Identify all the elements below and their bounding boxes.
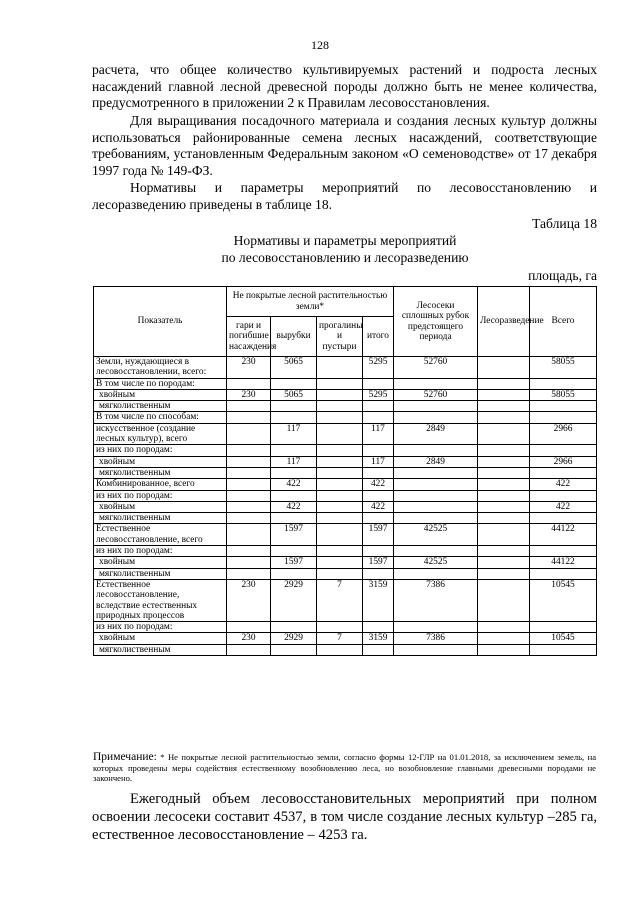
cell-cuttings [271, 445, 317, 456]
cell-total [530, 546, 597, 557]
cell-clearcut [394, 568, 478, 579]
table-row [94, 456, 597, 467]
cell-clearings: 7 [317, 579, 363, 621]
cell-clearcut: 52760 [394, 357, 478, 379]
cell-clearings [317, 423, 363, 445]
header-not-covered: Не покрытые лесной растительностью земли* [227, 287, 394, 317]
cell-cuttings: 422 [271, 479, 317, 490]
row-label: В том числе по породам: [94, 378, 227, 389]
row-label: мягколиственным [94, 401, 227, 412]
cell-clearings: 7 [317, 633, 363, 644]
cell-clearings [317, 524, 363, 546]
cell-cuttings [271, 412, 317, 423]
cell-afforestation [478, 378, 530, 389]
cell-total-nc [363, 401, 394, 412]
paragraph-4 [92, 790, 597, 844]
cell-cuttings [271, 378, 317, 389]
cell-burned: 230 [227, 633, 271, 644]
cell-total-nc: 1597 [363, 557, 394, 568]
cell-total: 10545 [530, 579, 597, 621]
cell-cuttings [271, 490, 317, 501]
header-burned: гари и погибшие насаждения [227, 317, 271, 357]
cell-clearcut: 2849 [394, 423, 478, 445]
cell-burned [227, 513, 271, 524]
cell-clearcut [394, 467, 478, 478]
cell-cuttings [271, 622, 317, 633]
table-row [94, 389, 597, 400]
cell-total-nc [363, 513, 394, 524]
cell-afforestation [478, 568, 530, 579]
cell-total [530, 401, 597, 412]
cell-clearings [317, 568, 363, 579]
paragraph-3 [92, 180, 597, 213]
cell-burned: 230 [227, 579, 271, 621]
table-note [93, 752, 596, 784]
paragraph-2-text: Для выращивания посадочного материала и создания лесных культур должны использоваться районированные семена лесных насаждений, соответствующие требованиям, установленным Федеральным законом «О семеноводстве» от 17 декабря 1997 года № 149-ФЗ. [92, 113, 597, 178]
cell-clearcut [394, 622, 478, 633]
table-row [94, 513, 597, 524]
cell-afforestation [478, 401, 530, 412]
cell-total-nc: 3159 [363, 633, 394, 644]
table-title-line-1: Нормативы и параметры мероприятий [233, 233, 457, 248]
cell-clearings [317, 445, 363, 456]
table-row [94, 445, 597, 456]
table-row [94, 490, 597, 501]
cell-afforestation [478, 524, 530, 546]
header-total-not-covered: итого [363, 317, 394, 357]
cell-clearcut [394, 412, 478, 423]
row-label: мягколиственным [94, 467, 227, 478]
cell-burned [227, 622, 271, 633]
header-clearings: прогалины и пустыри [317, 317, 363, 357]
cell-afforestation [478, 479, 530, 490]
cell-burned [227, 546, 271, 557]
row-label: из них по породам: [94, 490, 227, 501]
cell-burned [227, 524, 271, 546]
cell-clearings [317, 490, 363, 501]
cell-afforestation [478, 557, 530, 568]
table-row [94, 524, 597, 546]
header-total: Всего [530, 287, 597, 357]
row-label: хвойным [94, 633, 227, 644]
cell-total-nc [363, 622, 394, 633]
cell-clearcut [394, 445, 478, 456]
cell-cuttings: 2929 [271, 579, 317, 621]
cell-clearings [317, 467, 363, 478]
cell-total-nc: 422 [363, 501, 394, 512]
cell-total: 44122 [530, 524, 597, 546]
cell-burned: 230 [227, 357, 271, 379]
cell-clearcut [394, 513, 478, 524]
table-row [94, 479, 597, 490]
cell-clearings [317, 513, 363, 524]
cell-cuttings [271, 513, 317, 524]
cell-afforestation [478, 423, 530, 445]
row-label: мягколиственным [94, 644, 227, 655]
cell-total [530, 412, 597, 423]
cell-afforestation [478, 501, 530, 512]
cell-afforestation [478, 412, 530, 423]
cell-afforestation [478, 357, 530, 379]
cell-clearings [317, 501, 363, 512]
cell-total-nc [363, 378, 394, 389]
table-title-line-2: по лесовосстановлению и лесоразведению [221, 250, 469, 265]
cell-total-nc: 422 [363, 479, 394, 490]
cell-clearings [317, 357, 363, 379]
cell-clearcut [394, 501, 478, 512]
cell-total: 2966 [530, 456, 597, 467]
cell-clearings [317, 546, 363, 557]
table-row [94, 568, 597, 579]
paragraph-1-text: расчета, что общее количество культивируемых растений и подроста лесных насаждений главной лесной древесной породы должно быть не менее количества, предусмотренного в приложении 2 к Правилам лесовосстановления. [92, 62, 597, 111]
cell-total [530, 490, 597, 501]
cell-afforestation [478, 633, 530, 644]
cell-cuttings: 5065 [271, 357, 317, 379]
cell-cuttings [271, 546, 317, 557]
row-label: хвойным [94, 456, 227, 467]
row-label: хвойным [94, 501, 227, 512]
cell-cuttings [271, 467, 317, 478]
table-title [90, 232, 600, 266]
cell-total [530, 467, 597, 478]
cell-burned [227, 568, 271, 579]
cell-total [530, 622, 597, 633]
cell-clearings [317, 644, 363, 655]
table-row [94, 401, 597, 412]
cell-burned [227, 401, 271, 412]
row-label: хвойным [94, 389, 227, 400]
table-units: площадь, га [528, 268, 597, 283]
cell-total-nc [363, 445, 394, 456]
cell-clearcut: 7386 [394, 633, 478, 644]
cell-cuttings: 117 [271, 456, 317, 467]
cell-cuttings [271, 644, 317, 655]
row-label: из них по породам: [94, 622, 227, 633]
cell-afforestation [478, 389, 530, 400]
cell-cuttings: 1597 [271, 557, 317, 568]
cell-clearcut [394, 378, 478, 389]
cell-clearcut: 42525 [394, 524, 478, 546]
row-label: Комбинированное, всего [94, 479, 227, 490]
cell-total-nc: 117 [363, 423, 394, 445]
cell-burned [227, 456, 271, 467]
row-label: Естественное лесовосстановление, всего [94, 524, 227, 546]
cell-clearcut [394, 479, 478, 490]
table-row [94, 633, 597, 644]
table-row [94, 557, 597, 568]
cell-clearings [317, 557, 363, 568]
cell-total [530, 445, 597, 456]
row-label: из них по породам: [94, 546, 227, 557]
cell-burned [227, 479, 271, 490]
cell-burned [227, 501, 271, 512]
cell-cuttings [271, 568, 317, 579]
cell-cuttings: 1597 [271, 524, 317, 546]
cell-afforestation [478, 513, 530, 524]
cell-total: 422 [530, 479, 597, 490]
cell-clearings [317, 412, 363, 423]
cell-burned [227, 644, 271, 655]
cell-total-nc: 5295 [363, 389, 394, 400]
cell-total [530, 644, 597, 655]
cell-cuttings: 2929 [271, 633, 317, 644]
cell-clearcut [394, 644, 478, 655]
cell-total-nc: 117 [363, 456, 394, 467]
cell-afforestation [478, 467, 530, 478]
cell-clearings [317, 456, 363, 467]
cell-total [530, 568, 597, 579]
cell-total-nc [363, 546, 394, 557]
cell-total: 2966 [530, 423, 597, 445]
cell-total-nc [363, 568, 394, 579]
cell-burned [227, 378, 271, 389]
paragraph-1 [92, 62, 597, 112]
cell-afforestation [478, 546, 530, 557]
paragraph-4-text: Ежегодный объем лесовосстановительных мероприятий при полном освоении лесосеки составит 4537, в том числе создание лесных культур –285 га, естественное лесовосстановление – 4253 га. [92, 791, 597, 843]
cell-clearcut [394, 401, 478, 412]
row-label: мягколиственным [94, 513, 227, 524]
cell-clearings [317, 378, 363, 389]
cell-afforestation [478, 445, 530, 456]
cell-total: 58055 [530, 389, 597, 400]
table-row [94, 423, 597, 445]
cell-total-nc [363, 467, 394, 478]
row-label: Земли, нуждающиеся в лесовосстановлении, всего: [94, 357, 227, 379]
cell-clearings [317, 401, 363, 412]
cell-afforestation [478, 644, 530, 655]
row-label: В том числе по способам: [94, 412, 227, 423]
cell-total [530, 378, 597, 389]
cell-clearcut: 7386 [394, 579, 478, 621]
cell-clearings [317, 389, 363, 400]
table-row [94, 357, 597, 379]
cell-total-nc: 3159 [363, 579, 394, 621]
cell-total-nc: 5295 [363, 357, 394, 379]
table-label: Таблица 18 [532, 216, 597, 231]
table-row [94, 579, 597, 621]
cell-clearcut [394, 490, 478, 501]
table-row [94, 501, 597, 512]
row-label: хвойным [94, 557, 227, 568]
cell-clearcut: 52760 [394, 389, 478, 400]
header-clearcut: Лесосеки сплошных рубок предстоящего периода [394, 287, 478, 357]
cell-cuttings [271, 401, 317, 412]
row-label: искусственное (создание лесных культур), всего [94, 423, 227, 445]
table-body [94, 357, 597, 656]
cell-clearcut: 42525 [394, 557, 478, 568]
table-row [94, 467, 597, 478]
cell-total: 58055 [530, 357, 597, 379]
cell-clearings [317, 622, 363, 633]
paragraph-2 [92, 113, 597, 179]
header-indicator: Показатель [94, 287, 227, 357]
cell-total-nc [363, 490, 394, 501]
cell-burned [227, 557, 271, 568]
page-number: 128 [311, 38, 329, 52]
cell-burned [227, 445, 271, 456]
paragraph-3-text: Нормативы и параметры мероприятий по лесовосстановлению и лесоразведению приведены в таблице 18. [92, 180, 597, 212]
cell-total: 44122 [530, 557, 597, 568]
cell-burned: 230 [227, 389, 271, 400]
standards-table [93, 286, 597, 656]
header-afforestation: Лесоразведение [478, 287, 530, 357]
row-label: Естественное лесовосстановление, вследствие естественных природных процессов [94, 579, 227, 621]
cell-cuttings: 117 [271, 423, 317, 445]
row-label: мягколиственным [94, 568, 227, 579]
table-row [94, 622, 597, 633]
cell-clearcut: 2849 [394, 456, 478, 467]
cell-afforestation [478, 490, 530, 501]
table-row [94, 644, 597, 655]
cell-burned [227, 490, 271, 501]
cell-total-nc [363, 644, 394, 655]
header-cuttings: вырубки [271, 317, 317, 357]
note-text: * Не покрытые лесной растительностью земли, согласно формы 12-ГЛР на 01.01.2018, за исключением земель, на которых проведены меры содействия естественному возобновлению леса, но возобновление главными древесными породами не закончено. [93, 752, 597, 784]
cell-cuttings: 422 [271, 501, 317, 512]
cell-afforestation [478, 579, 530, 621]
cell-burned [227, 467, 271, 478]
table-header [94, 287, 597, 357]
cell-total: 10545 [530, 633, 597, 644]
cell-total: 422 [530, 501, 597, 512]
row-label: из них по породам: [94, 445, 227, 456]
note-label: Примечание: [93, 751, 157, 763]
cell-total-nc: 1597 [363, 524, 394, 546]
cell-afforestation [478, 622, 530, 633]
table-row [94, 378, 597, 389]
cell-clearcut [394, 546, 478, 557]
table-row [94, 412, 597, 423]
table-row [94, 546, 597, 557]
cell-cuttings: 5065 [271, 389, 317, 400]
cell-clearings [317, 479, 363, 490]
cell-total [530, 513, 597, 524]
cell-burned [227, 412, 271, 423]
cell-afforestation [478, 456, 530, 467]
cell-total-nc [363, 412, 394, 423]
cell-burned [227, 423, 271, 445]
